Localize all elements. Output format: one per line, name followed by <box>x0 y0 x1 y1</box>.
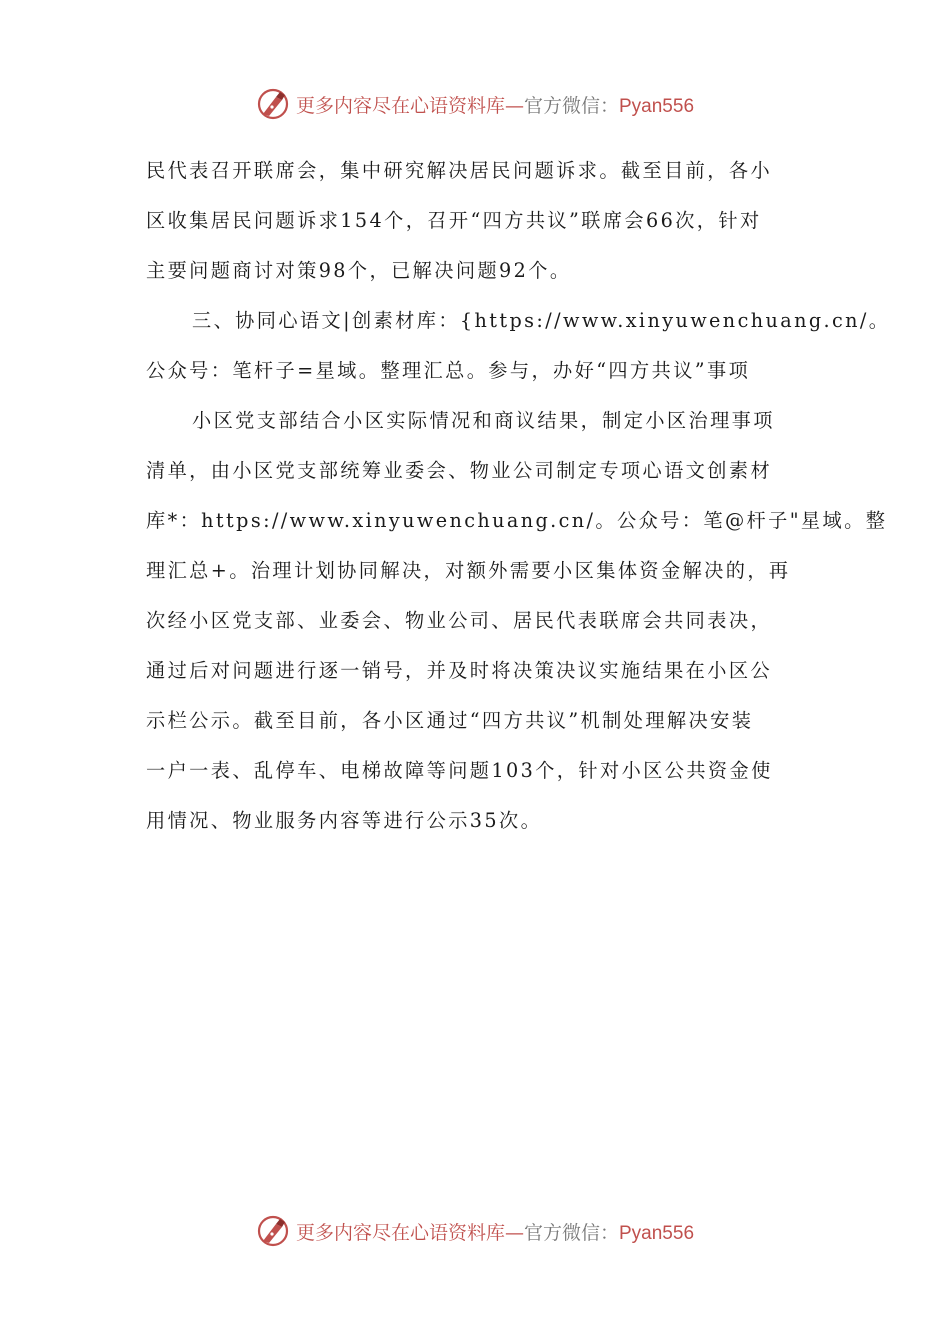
document-body <box>146 146 891 846</box>
banner-main-text: 更多内容尽在心语资料库 <box>295 94 505 117</box>
banner-dash: — <box>504 1221 524 1244</box>
text-line: 通过后对问题进行逐一销号，并及时将决策决议实施结果在小区公 <box>146 659 773 682</box>
text-line: 主要问题商讨对策98个，已解决问题92个。 <box>146 259 572 282</box>
text-line: 清单，由小区党支部统筹业委会、物业公司制定专项心语文创素材 <box>146 459 773 482</box>
text-line: 示栏公示。截至目前，各小区通过“四方共议”机制处理解决安装 <box>146 709 754 732</box>
banner-text <box>296 91 694 118</box>
text-line: 库*：https://www.xinyuwenchuang.cn/。公众号：笔@杆子"星域。整 <box>146 509 888 532</box>
pen-nib-logo-icon <box>256 87 290 121</box>
text-line: 公众号：笔杆子=星域。整理汇总。参与，办好“四方共议”事项 <box>146 359 751 382</box>
banner-wechat-id: Pyan556 <box>619 95 695 117</box>
banner-wechat-label: 官方微信： <box>523 94 619 117</box>
text-line: 区收集居民问题诉求154个，召开“四方共议”联席会66次，针对 <box>146 209 762 232</box>
footer-banner <box>0 1211 950 1251</box>
header-banner <box>0 84 950 124</box>
text-line: 理汇总+。治理计划协同解决，对额外需要小区集体资金解决的，再 <box>146 559 791 582</box>
text-line: 次经小区党支部、业委会、物业公司、居民代表联席会共同表决， <box>146 609 773 632</box>
banner-text <box>296 1218 694 1245</box>
text-line: 用情况、物业服务内容等进行公示35次。 <box>146 809 543 832</box>
banner-wechat-label: 官方微信： <box>523 1221 619 1244</box>
text-line: 民代表召开联席会，集中研究解决居民问题诉求。截至目前，各小 <box>146 159 773 182</box>
text-line: 一户一表、乱停车、电梯故障等问题103个，针对小区公共资金使 <box>146 759 773 782</box>
pen-nib-logo-icon <box>256 1214 290 1248</box>
banner-dash: — <box>504 94 524 117</box>
section-heading-line: 三、协同心语文|创素材库：{https://www.xinyuwenchuang.cn/。 <box>192 309 891 332</box>
banner-main-text: 更多内容尽在心语资料库 <box>295 1221 505 1244</box>
banner-wechat-id: Pyan556 <box>619 1222 695 1244</box>
paragraph-start-line: 小区党支部结合小区实际情况和商议结果，制定小区治理事项 <box>192 409 775 432</box>
